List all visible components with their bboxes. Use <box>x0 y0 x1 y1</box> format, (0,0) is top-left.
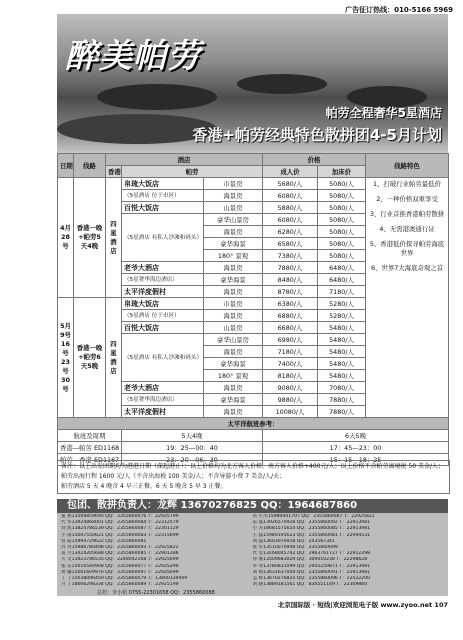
contact-entry: 大 文13423746535 QQ：2248042168 T：22925699 <box>61 557 179 563</box>
hotel-name: 太平洋度假村 <box>122 286 204 298</box>
room-type: 市景房 <box>204 298 263 310</box>
contact-entry: 刘 晓13889181561 QQ：834551149 T：22309860 <box>252 582 368 588</box>
contact-column-left <box>61 514 253 588</box>
room-type: 180° 景观 <box>204 370 263 382</box>
flight-time-5d: 19：25—00：40 <box>122 442 263 454</box>
room-type: 豪华山景房 <box>204 214 263 226</box>
room-type: 豪华海景 <box>204 274 263 286</box>
room-type: 海景房 <box>204 190 263 202</box>
adult-price: 7380/人 <box>263 250 318 262</box>
hotel-name: 帛琉大饭店 <box>122 178 204 190</box>
flights-header-5d: 5天4晚 <box>122 430 263 442</box>
adult-price: 5680/人 <box>263 178 318 190</box>
adult-price: 8180/人 <box>263 370 318 382</box>
contact-entry: 董 燕13509859690 QQ：2355860076 T：22925799 <box>61 514 179 519</box>
contact-entry: 代 莹13168045742 QQ：2963761727 T：22912298 <box>252 551 371 557</box>
contact-entry: 雷 晶13926570928 QQ：2355860092 T：22913981 <box>252 520 371 526</box>
header-palau: 帕劳 <box>122 166 263 178</box>
extra-bed-price: 5480/人 <box>318 334 366 346</box>
hk-hotel: 四星酒店 <box>106 178 122 298</box>
tour-date: 4月28号 <box>58 178 74 298</box>
contact-entry: 孙 俊13509683029 QQ：309050238 T：22298628 <box>252 557 368 563</box>
room-type: 市景房 <box>204 178 263 190</box>
extra-bed-price: 6480/人 <box>318 262 366 274</box>
room-type: 海景房 <box>204 262 263 274</box>
feature-item: 3、行业首推香港帕劳散拼 <box>369 210 445 218</box>
adult-price: 8480/人 <box>263 274 318 286</box>
extra-bed-price: 5080/人 <box>318 214 366 226</box>
hotel-note: （5星奢华海边酒店） <box>122 394 204 406</box>
header-extra: 加床价 <box>318 166 366 178</box>
contact-entry: 曾 霞15994729622 QQ：2355860081 <box>61 538 147 544</box>
extra-bed-price: 7880/人 <box>318 406 366 418</box>
contact-box <box>57 499 448 596</box>
route-features <box>366 178 449 418</box>
adult-price: 6880/人 <box>263 310 318 322</box>
note-line: 备注：以上出发团期均为港港日期（深起港止）；以上价格均为北方客人价格，南方客人价格+400元/人；以上价格不含帕劳离境税 50 美金/人；帕劳出海行程 1600 元/人（不含出海税 100 美金/人；不含导游小费 7 美金/人/天； <box>61 463 444 480</box>
flight-time-5d: 23：20—06：30 <box>122 454 263 466</box>
contact-entry: 代 华13924868001 QQ：2355860084 T：22312579 <box>61 520 179 526</box>
adult-price: 9880/人 <box>263 394 318 406</box>
extra-bed-price: 5480/人 <box>318 358 366 370</box>
room-type: 豪华海景 <box>204 358 263 370</box>
adult-price: 9080/人 <box>263 382 318 394</box>
extra-bed-price: 5480/人 <box>318 370 366 382</box>
adult-price: 6280/人 <box>263 226 318 238</box>
contact-entry: 张 东15016540908 QQ：2355860077 T：22925299 <box>61 563 179 569</box>
hotel-note: （5星奢华海边酒店） <box>122 274 204 286</box>
extra-bed-price: 5080/人 <box>318 190 366 202</box>
brand-title: 醉美帕劳 <box>65 36 201 75</box>
hk-hotel: 四星酒店 <box>106 298 122 418</box>
adult-price: 7180/人 <box>263 346 318 358</box>
price-row <box>58 178 449 190</box>
room-type: 豪华山景房 <box>204 334 263 346</box>
header-date: 日期 <box>58 154 74 178</box>
contact-entry: 小 方18681575654 QQ：2355860085 T：22913981 <box>252 526 371 532</box>
contact-entry: 张 军13510070948 QQ：2355860099 <box>252 545 338 551</box>
flights-header-route: 航班及周期 <box>58 430 122 442</box>
header-hk: 香港 <box>106 166 122 178</box>
adult-price: 6680/人 <box>263 322 318 334</box>
adult-price: 6580/人 <box>263 238 318 250</box>
contact-list <box>57 513 448 589</box>
extra-bed-price: 5280/人 <box>318 298 366 310</box>
contact-entry: 刘 凯13824786539 QQ：2355860087 T：22301129 <box>61 526 179 532</box>
contact-entry: 刘 娟13631637059 QQ：2355860091 T：22913981 <box>252 569 371 575</box>
banner <box>57 14 448 154</box>
notes <box>57 460 450 494</box>
header-price: 价格 <box>263 154 366 166</box>
room-type: 海景房 <box>204 382 263 394</box>
flight-time-6d: 17：45—23：00 <box>263 442 449 454</box>
feature-item: 2、一种价格双重享受 <box>376 195 438 203</box>
flight-row <box>58 442 449 454</box>
contact-column-right <box>253 514 445 588</box>
tour-route: 香港一晚+帕劳6天5晚 <box>74 298 106 418</box>
contact-entry: 雷 月13424205688 QQ：2355860085 T：22901286 <box>61 551 179 557</box>
hotel-name: 帛琉大饭店 <box>122 298 204 310</box>
note-line: 帕劳酒店 5 天 4 晚含 4 早三正餐、6 天 5 晚含 5 早 3 正餐。 <box>61 483 227 490</box>
tour-date: 5月9号16号23号30号 <box>58 298 74 418</box>
extra-bed-price: 5480/人 <box>318 322 366 334</box>
contact-entry: 黄 璐15001609976 QQ：2355860097 T：22925699 <box>61 569 179 575</box>
flights-header-6d: 6天5晚 <box>263 430 449 442</box>
adult-price: 5880/人 <box>263 202 318 214</box>
room-type: 180° 景观 <box>204 250 263 262</box>
hotel-name: 百悦大饭店 <box>122 322 204 334</box>
feature-item: 6、世界7大海底奇观之首 <box>370 264 444 272</box>
feature-item: 1、打破行业帕劳最低价 <box>373 180 441 188</box>
contact-entry: 小 雨15007550621 QQ：2355860083 T：22315699 <box>61 532 179 538</box>
hotel-note: （5星酒店 有私人沙滩和码头） <box>122 214 204 262</box>
room-type: 山景房 <box>204 322 263 334</box>
extra-bed-price: 5080/人 <box>318 202 366 214</box>
hotel-note: （5星酒店 位于市区） <box>122 310 204 322</box>
ad-hotline: 广告征订热线：010-5166 5969 <box>345 6 453 14</box>
header-adult: 成人价 <box>263 166 318 178</box>
extra-bed-price: 5080/人 <box>318 250 366 262</box>
contact-entry: 刘 磊13603070918 QQ：243587341 <box>252 538 335 544</box>
room-type: 海景房 <box>204 406 263 418</box>
extra-bed-price: 6480/人 <box>318 274 366 286</box>
extra-bed-price: 7180/人 <box>318 286 366 298</box>
hotel-name: 百悦大饭店 <box>122 202 204 214</box>
adult-price: 8780/人 <box>263 286 318 298</box>
contact-entry: 月 丁18666298334 QQ：2355860089 T：22925199 <box>61 582 179 588</box>
flights-title: 太平洋航班参考： <box>58 418 449 430</box>
banner-subtitle-hotel: 帕劳全程奢华5星酒店 <box>325 106 442 120</box>
hotel-name: 老爷大酒店 <box>122 382 204 394</box>
flight-time-6d: 15：15—18：25 <box>263 454 449 466</box>
flight-route: 香港—帕劳 ED1168 <box>58 442 122 454</box>
adult-price: 6080/人 <box>263 214 318 226</box>
contact-entry: 王 磊15989195623 QQ：2355860081 T：22994531 <box>252 532 371 538</box>
header-hotel: 酒店 <box>106 154 263 166</box>
contact-footer: 总控：李小姐 0755-22301658 QQ：2355860088 <box>97 590 215 597</box>
room-type: 豪华海景 <box>204 394 263 406</box>
adult-price: 6380/人 <box>263 298 318 310</box>
adult-price: 6980/人 <box>263 334 318 346</box>
extra-bed-price: 5280/人 <box>318 310 366 322</box>
contact-entry: 丁 丁15038096459 QQ：2355860079 T：13800129409 <box>61 576 188 582</box>
room-type: 山景房 <box>204 202 263 214</box>
room-type: 海景房 <box>204 310 263 322</box>
banner-island <box>97 84 217 110</box>
price-table <box>57 153 449 466</box>
extra-bed-price: 7880/人 <box>318 394 366 406</box>
header-features: 线路特色 <box>366 154 449 178</box>
room-type: 海景房 <box>204 346 263 358</box>
room-type: 海景房 <box>204 286 263 298</box>
adult-price: 10080/人 <box>263 406 318 418</box>
adult-price: 7880/人 <box>263 262 318 274</box>
feature-item: 5、香港低价探寻帕劳海底世界 <box>369 240 445 257</box>
hotel-name: 太平洋度假村 <box>122 406 204 418</box>
extra-bed-price: 5080/人 <box>318 226 366 238</box>
contact-entry: 孟 辉13670276825 QQ：2355860096 T：22522200 <box>252 576 371 582</box>
adult-price: 6080/人 <box>263 190 318 202</box>
hotel-note: （5星酒店 位于市区） <box>122 190 204 202</box>
page-footer: 北京国际版 · 短线|欢迎浏览电子版 www.zyoo.net 107 <box>277 601 448 609</box>
room-type: 海景房 <box>204 226 263 238</box>
room-type: 豪华海景 <box>204 238 263 250</box>
extra-bed-price: 5480/人 <box>318 346 366 358</box>
feature-item: 4、无需港澳通行证 <box>379 225 435 233</box>
extra-bed-price: 7080/人 <box>318 382 366 394</box>
banner-subtitle-plan: 香港+帕劳经典特色散拼团4-5月计划 <box>192 126 442 144</box>
hotel-name: 老爷大酒店 <box>122 262 204 274</box>
extra-bed-price: 5080/人 <box>318 238 366 250</box>
header-route: 线路 <box>74 154 106 178</box>
banner-island <box>237 74 327 94</box>
adult-price: 7400/人 <box>263 358 318 370</box>
contact-entry: 常 小杰15989441707 QQ：2355860087 T：22925822 <box>252 514 375 519</box>
tour-route: 香港一晚+帕劳5天4晚 <box>74 178 106 298</box>
contact-title: 包团、散拼负责人：龙辉 13670276825 QQ：1964687860 <box>57 499 448 513</box>
hotel-note: （5星酒店 有私人沙滩和码头） <box>122 334 204 382</box>
flight-route: 帕劳—香港 ED1167 <box>58 454 122 466</box>
extra-bed-price: 5080/人 <box>318 178 366 190</box>
contact-entry: 苏 丹15986780498 QQ：2355860093 T：22925822 <box>61 545 179 551</box>
contact-entry: 李 琴13780831099 QQ：2945259871 T：22913981 <box>252 563 371 569</box>
